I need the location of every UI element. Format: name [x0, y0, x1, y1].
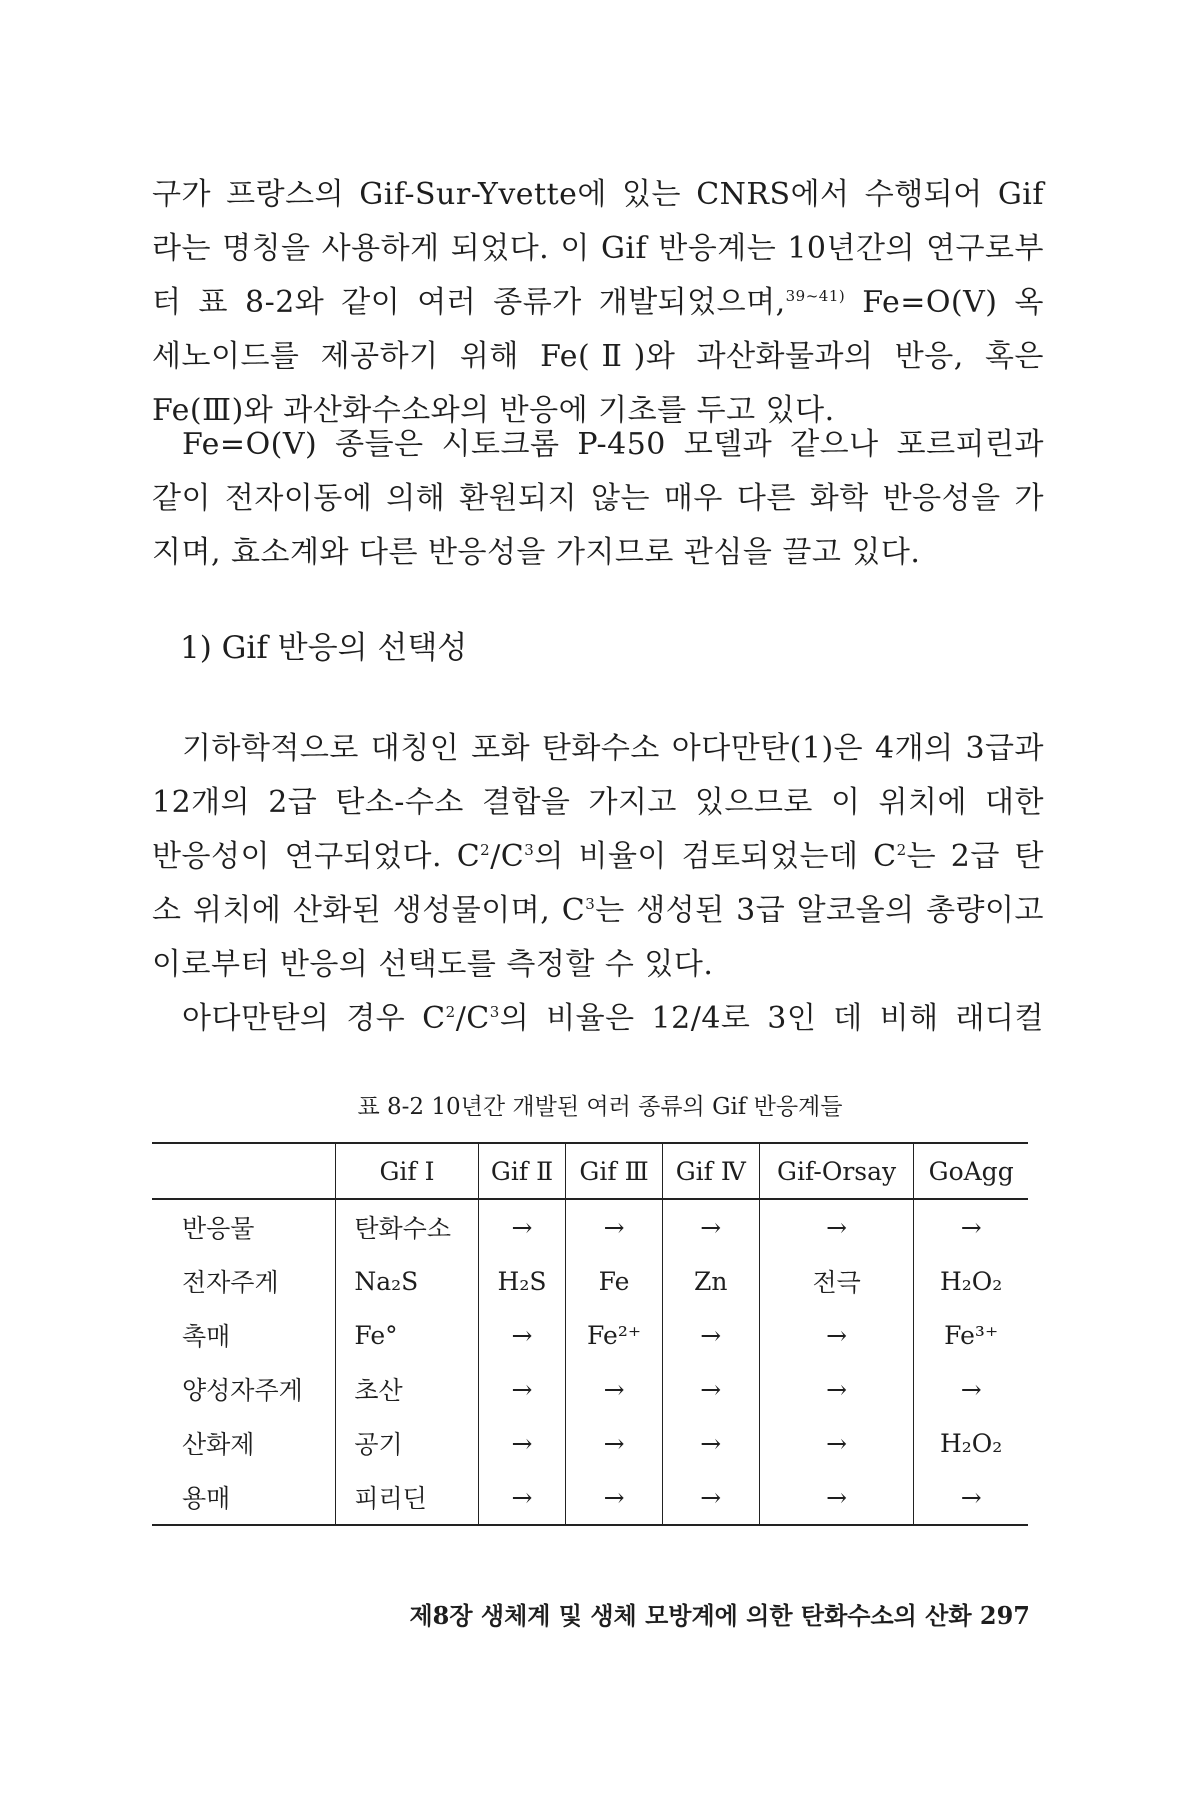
line-text: 소 위치에 산화된 생성물이며, C [152, 893, 586, 928]
table-row [152, 1254, 1028, 1308]
table-cell: → [759, 1308, 913, 1362]
table-cell: H₂O₂ [914, 1254, 1028, 1308]
table-cell: → [914, 1199, 1028, 1254]
table-cell: 공기 [336, 1416, 478, 1470]
paragraph-line: 12개의 2급 탄소-수소 결합을 가지고 있으므로 이 위치에 대한 [152, 785, 1044, 820]
paragraph-line [152, 992, 1044, 1046]
row-label-cell: 전자주게 [182, 1268, 279, 1297]
table-row [152, 1308, 1028, 1362]
row-label-cell: 용매 [182, 1484, 231, 1513]
gif-systems-table [152, 1142, 1028, 1526]
paragraph-line: 라는 명칭을 사용하게 되었다. 이 Gif 반응계는 10년간의 연구로부 [152, 231, 1044, 266]
table-cell: Zn [662, 1254, 759, 1308]
table-cell: → [566, 1470, 662, 1525]
reference-superscript: 39~41) [785, 287, 846, 305]
table-cell: → [759, 1416, 913, 1470]
line-text: 반응성이 연구되었다. C [152, 839, 481, 874]
table-cell: → [478, 1470, 566, 1525]
table-cell: H₂S [478, 1254, 566, 1308]
paragraph-line: Fe(Ⅲ)와 과산화수소와의 반응에 기초를 두고 있다. [152, 393, 835, 428]
column-header: Gif Ⅱ [478, 1143, 566, 1199]
paragraph-line: Fe=O(V) 종들은 시토크롬 P-450 모델과 같으나 포르피린과 [182, 427, 1044, 462]
column-header: Gif Ⅰ [336, 1143, 478, 1199]
superscript: 2 [480, 841, 491, 859]
table-cell: Fe [566, 1254, 662, 1308]
line-text: 의 비율은 12/4로 3인 데 비해 래디컬 [499, 1001, 1044, 1036]
line-text: Fe=O(V) 옥 [845, 285, 1044, 320]
paragraph-line: 구가 프랑스의 Gif-Sur-Yvette에 있는 CNRS에서 수행되어 Gif [152, 177, 1044, 212]
superscript: 3 [524, 841, 535, 859]
paragraph-1 [152, 168, 1044, 438]
row-label-cell: 산화제 [182, 1430, 255, 1459]
table-cell: → [662, 1416, 759, 1470]
table-row [152, 1416, 1028, 1470]
table-cell: → [759, 1199, 913, 1254]
section-heading: 1) Gif 반응의 선택성 [180, 630, 468, 666]
table-cell: → [759, 1362, 913, 1416]
line-text: 는 생성된 3급 알코올의 총량이고 [595, 893, 1044, 928]
table-row [152, 1470, 1028, 1525]
table-cell: H₂O₂ [914, 1416, 1028, 1470]
table-cell: Fe²⁺ [566, 1308, 662, 1362]
table-cell: → [566, 1199, 662, 1254]
table-cell: Fe³⁺ [914, 1308, 1028, 1362]
table-cell: 초산 [336, 1362, 478, 1416]
table-row [152, 1362, 1028, 1416]
table-cell: → [566, 1416, 662, 1470]
column-header: Gif-Orsay [759, 1143, 913, 1199]
table-header [152, 1143, 1028, 1199]
table-row [152, 1199, 1028, 1254]
superscript: 3 [489, 1003, 500, 1021]
line-text: /C [455, 1001, 490, 1036]
paragraph-line [152, 830, 1044, 884]
table-cell: → [566, 1362, 662, 1416]
superscript: 2 [445, 1003, 456, 1021]
table-body [152, 1199, 1028, 1525]
table-cell: → [759, 1470, 913, 1525]
paragraph-line: 같이 전자이동에 의해 환원되지 않는 매우 다른 화학 반응성을 가 [152, 481, 1044, 516]
table-cell: → [914, 1362, 1028, 1416]
table-cell: → [662, 1199, 759, 1254]
line-text: 아다만탄의 경우 C [182, 1001, 446, 1036]
table-caption: 표 8-2 10년간 개발된 여러 종류의 Gif 반응계들 [357, 1094, 843, 1120]
paragraph-line [152, 276, 1044, 330]
column-header [152, 1143, 336, 1199]
table-cell: 피리딘 [336, 1470, 478, 1525]
table-cell: → [478, 1416, 566, 1470]
paragraph-2 [152, 418, 1044, 580]
line-text: /C [490, 839, 525, 874]
line-text: 의 비율이 검토되었는데 C [534, 839, 897, 874]
line-text: 는 2급 탄 [906, 839, 1044, 874]
table-cell: → [478, 1199, 566, 1254]
superscript: 2 [896, 841, 907, 859]
page-footer: 제8장 생체계 및 생체 모방계에 의한 탄화수소의 산화 297 [409, 1601, 1030, 1630]
table-cell: 탄화수소 [336, 1199, 478, 1254]
paragraph-line: 지며, 효소계와 다른 반응성을 가지므로 관심을 끌고 있다. [152, 535, 921, 570]
row-label-cell: 양성자주게 [182, 1376, 303, 1405]
table-cell: → [662, 1308, 759, 1362]
paragraph-line [152, 884, 1044, 938]
column-header: Gif Ⅲ [566, 1143, 662, 1199]
table-cell: → [914, 1470, 1028, 1525]
row-label-cell: 촉매 [182, 1322, 231, 1351]
column-header: Gif Ⅳ [662, 1143, 759, 1199]
table-cell: Fe° [336, 1308, 478, 1362]
paragraph-3 [152, 722, 1044, 1046]
line-text: 터 표 8-2와 같이 여러 종류가 개발되었으며, [152, 285, 786, 320]
table-cell: Na₂S [336, 1254, 478, 1308]
column-header: GoAgg [914, 1143, 1028, 1199]
table-cell: → [478, 1362, 566, 1416]
table-header-row [152, 1143, 1028, 1199]
paragraph-line: 기하학적으로 대칭인 포화 탄화수소 아다만탄(1)은 4개의 3급과 [182, 731, 1044, 766]
table-cell: 전극 [759, 1254, 913, 1308]
paragraph-line: 이로부터 반응의 선택도를 측정할 수 있다. [152, 947, 714, 982]
table-cell: → [662, 1470, 759, 1525]
table-cell: → [478, 1308, 566, 1362]
superscript: 3 [585, 895, 596, 913]
row-label-cell: 반응물 [182, 1214, 255, 1243]
table-cell: → [662, 1362, 759, 1416]
paragraph-line: 세노이드를 제공하기 위해 Fe(Ⅱ)와 과산화물과의 반응, 혹은 [152, 339, 1044, 374]
